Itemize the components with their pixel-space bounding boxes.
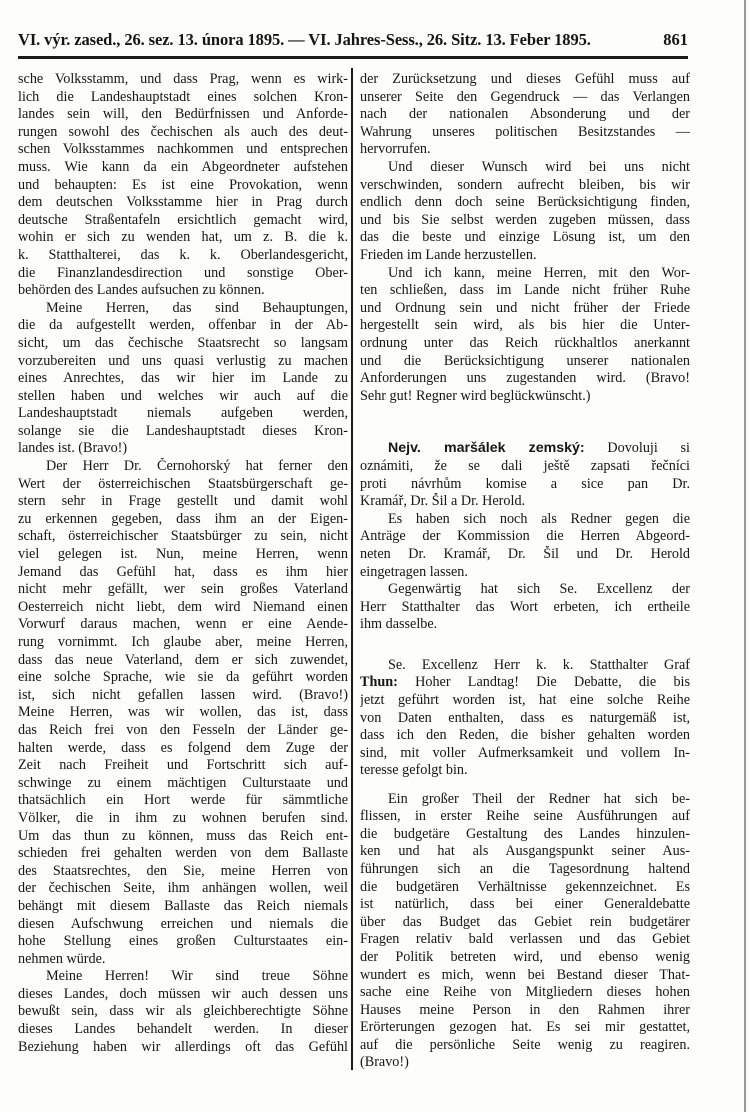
text-line: oznámiti, že se dali ještě zapsati řečníci xyxy=(360,458,690,475)
text-line: Und dieser Wunsch wird bei uns nicht xyxy=(388,158,690,175)
text-line: flissen, in erster Reihe seine Ausführungen auf xyxy=(360,808,690,825)
text-line: sind, mit voller Aufmerksamkeit und vollem In- xyxy=(360,744,690,761)
text-line: auf die persönliche Seite wenig zu reagiren. xyxy=(360,1036,690,1053)
text-line: neten Dr. Kramář, Dr. Šil und Dr. Herold xyxy=(360,546,690,563)
text-line: Wahrung unseres politischen Besitzstandes — xyxy=(360,123,690,140)
text-line: Meine Herren, das sind Behauptungen, xyxy=(46,299,348,316)
text-line: des Staatsrechtes, den Sie, meine Herren von xyxy=(18,862,348,879)
text-line: und bis Sie selbst werden zugeben müssen, dass xyxy=(360,211,690,228)
text-line: Beziehung haben wir allerdings oft das Gefühl xyxy=(18,1038,348,1055)
text-line: Hauses meine Person in den Rahmen ihrer xyxy=(360,1001,690,1018)
text-line: diesen Aufschwung erreichen und niemals die xyxy=(18,915,348,932)
text-line: Es haben sich noch als Redner gegen die xyxy=(388,510,690,527)
running-header xyxy=(18,30,688,52)
text-line: Der Herr Dr. Černohorský hat ferner den xyxy=(46,458,348,475)
text-line: dieses Landes behandelt werden. In dieser xyxy=(18,1021,348,1038)
text-line: und die Berücksichtigung unserer nationalen xyxy=(360,352,690,369)
text-line: Gegenwärtig hat sich Se. Excellenz der xyxy=(388,581,690,598)
text-line: Völker, die in ihm zu wohnen berufen sind. xyxy=(18,809,348,826)
text-line: verschwinden, sondern aufrecht bleiben, bis wir xyxy=(360,176,690,193)
text-line: ist, sich nicht gefallen lassen wird. (Bravo!) xyxy=(18,686,348,703)
text-line: führungen sich an die Tagesordnung haltend xyxy=(360,860,690,877)
paragraph xyxy=(360,581,690,634)
paragraph xyxy=(360,440,690,510)
text-line: Se. Excellenz Herr k. k. Statthalter Graf xyxy=(388,656,690,673)
paragraph xyxy=(18,458,348,968)
text-line: stellen haben und welches wir auch auf die xyxy=(18,387,348,404)
text-line: rung vornimmt. Ich glaube aber, meine Herren, xyxy=(18,634,348,650)
text-line: und Ordnung sein und nicht früher der Friede xyxy=(360,299,690,316)
page-number: 861 xyxy=(663,30,688,49)
text-line: eines Anrechtes, das wir hier im Lande zu xyxy=(18,370,348,387)
text-line: zu erkennen gegeben, dass ihm an der Eigen- xyxy=(18,510,348,527)
text-line: und behaupten: Es ist eine Provokation, wenn xyxy=(18,176,348,193)
text-line: das Reich frei von den Fesseln der Länder ge- xyxy=(18,721,348,738)
text-line: behängt mit diesem Ballaste das Reich niemals xyxy=(18,897,348,914)
text-line: von Daten enthalten, dass es naturgemäß ist, xyxy=(360,709,690,726)
text-line: sicht, um das čechische Staatsrecht so langsam xyxy=(18,334,348,351)
text-line: Vorwurf daraus machen, wenn er eine Aende- xyxy=(18,616,348,633)
text-line: proti návrhům komise a sice pan Dr. xyxy=(360,475,690,492)
text-line: Landeshauptstadt niemals aufgeben werden, xyxy=(18,405,348,422)
text-line: landes sein will, den Bedürfnissen und Anforde- xyxy=(18,106,348,123)
text-line: landes ist. (Bravo!) xyxy=(18,440,128,457)
running-title: VI. výr. zased., 26. sez. 13. února 1895. — VI. Jahres-Sess., 26. Sitz. 13. Feber 1895. xyxy=(18,30,591,49)
text-line: endlich denn doch seine Berücksichtigung finden, xyxy=(360,194,690,211)
paragraph xyxy=(360,159,690,265)
text-line: Anträge der Kommission die Herren Abgeord- xyxy=(360,528,690,545)
text-line: schieden frei gehalten werden von dem Ballaste xyxy=(18,845,348,862)
text-line: über das Budget das Gebiet rein budgetärer xyxy=(360,913,690,930)
text-line: nicht mehr gefällt, wer sein großes Vaterland xyxy=(18,581,348,598)
paragraph xyxy=(360,657,690,780)
text-segment: Dovoluji si xyxy=(584,440,690,457)
text-line: Frieden im Lande herzustellen. xyxy=(360,246,537,263)
paragraph xyxy=(18,968,348,1056)
text-line: wundert es mich, wenn bei Bestand dieser That- xyxy=(360,966,690,983)
column-divider xyxy=(351,68,353,1070)
left-column xyxy=(18,71,348,1056)
text-line: Wert der österreichischen Staatsbürgerschaft ge- xyxy=(18,475,348,492)
right-column xyxy=(360,71,690,1072)
text-line: dem deutschen Volksstamme hier in Prag durch xyxy=(18,194,348,211)
text-line: vorzubereiten und uns quasi verlustig zu machen xyxy=(18,352,348,369)
text-line: schaft, österreichischer Staatsbürger zu sein, nicht xyxy=(18,528,348,545)
text-line: k. Statthalterei, das k. k. Oberlandesgericht, xyxy=(18,246,348,263)
text-line: viel gelegen ist. Nun, meine Herren, wenn xyxy=(18,546,348,563)
text-line: Fragen relativ bald verlassen und das Gebiet xyxy=(360,931,690,948)
text-line: Herr Statthalter das Wort erbeten, ich ertheile xyxy=(360,598,690,615)
text-line: eingetragen lassen. xyxy=(360,563,468,580)
text-line: der čechischen Seite, ihm anhängen wollen, weil xyxy=(18,880,348,897)
text-line: ordnung unter das Reich rückhaltlos anerkannt xyxy=(360,334,690,351)
text-line: deutsche Straßentafeln ersichtlich gemacht wird, xyxy=(18,211,348,228)
text-line: die Finanzlandesdirection und sonstige Ober- xyxy=(18,264,348,281)
text-line: muss. Wie kann da ein Abgeordneter aufstehen xyxy=(18,158,348,175)
scan-edge xyxy=(744,0,746,1112)
text-line: sache eine Reihe von Mitgliedern dieses hohen xyxy=(360,984,690,1001)
text-line: dass ich den Reden, die bisher gehalten worden xyxy=(360,727,690,744)
text-line: Und ich kann, meine Herren, mit den Wor- xyxy=(388,264,690,281)
speaker-name: Thun: xyxy=(360,674,398,691)
text-line: solange sie die Landeshauptstadt dieses Kron- xyxy=(18,422,348,439)
text-line: stern sehr in Frage gestellt und damit wohl xyxy=(18,493,348,510)
text-line: unserer Seite den Gegendruck — das Verlangen xyxy=(360,88,690,105)
paragraph xyxy=(360,265,690,406)
text-line: hervorrufen. xyxy=(360,141,431,158)
text-line: hergestellt sein wird, als bis hier die Unter- xyxy=(360,317,690,334)
paragraph xyxy=(360,791,690,1073)
text-line: bewußt sein, dass wir als gleichberechtigte Söhne xyxy=(18,1003,348,1020)
text-line: behörden des Landes aufsuchen zu können. xyxy=(18,282,265,299)
paragraph xyxy=(18,71,348,300)
paragraph xyxy=(360,511,690,581)
text-line: ihm dasselbe. xyxy=(360,616,438,633)
text-line: Meine Herren! Wir sind treue Söhne xyxy=(46,968,348,985)
text-line: Ein großer Theil der Redner hat sich be- xyxy=(388,790,690,807)
text-line: hohe Stellung eines großen Culturstaates ein- xyxy=(18,933,348,950)
text-line: teresse gefolgt bin. xyxy=(360,762,468,779)
text-line: Um das thun zu können, muss das Reich ent- xyxy=(18,827,348,844)
text-line: ten schließen, dass im Lande nicht früher Ruhe xyxy=(360,282,690,299)
text-line: (Bravo!) xyxy=(360,1054,409,1071)
text-line xyxy=(360,674,690,692)
text-line: jetzt geführt worden ist, hat eine solche Reihe xyxy=(360,692,690,709)
text-line: ken und hat als Ausgangspunkt seiner Aus- xyxy=(360,843,690,860)
text-line: Anforderungen uns zugestanden wird. (Bravo! xyxy=(360,370,690,387)
text-line: schwinge zu einem mächtigen Culturstaate und xyxy=(18,774,348,791)
text-line: Oesterreich nicht liebt, dem wird Niemand einen xyxy=(18,598,348,615)
text-segment: Hoher Landtag! Die Debatte, die bis xyxy=(397,674,690,691)
text-line: der Politik betreten wird, und ebenso wenig xyxy=(360,948,690,965)
text-line xyxy=(360,440,690,458)
text-line: schen Volksstammes nachkommen und entsprechen xyxy=(18,141,348,158)
text-line: Zeit nach Freiheit und Fortschritt sich auf- xyxy=(18,757,348,774)
text-line: der Zurücksetzung und dieses Gefühl muss auf xyxy=(360,71,690,87)
paragraph xyxy=(360,71,690,159)
text-line: die budgetäre Gestaltung des Landes hinzulen- xyxy=(360,825,690,842)
text-line: Kramář, Dr. Šil a Dr. Herold. xyxy=(360,493,526,510)
text-line: nehmen würde. xyxy=(18,950,106,967)
text-line: nach der nationalen Absonderung und der xyxy=(360,106,690,123)
text-line: wohin er sich zu wenden hat, um z. B. die k. xyxy=(18,229,348,246)
text-line: lich die Landeshauptstadt eines solchen Kron- xyxy=(18,88,348,105)
speaker-name: Nejv. maršálek zemský: xyxy=(388,440,585,457)
text-line: Jemand das Gefühl hat, dass es ihm hier xyxy=(18,563,348,580)
text-line: die da aufgestellt werden, offenbar in der Ab- xyxy=(18,317,348,334)
text-line: sche Volksstamm, und dass Prag, wenn es wirk- xyxy=(18,71,348,87)
text-line: thatsächlich ein Hort werde für sämmtliche xyxy=(18,792,348,809)
text-line: ist natürlich, dass bei einer Generaldebatte xyxy=(360,896,690,913)
text-line: Meine Herren, was wir wollen, das ist, dass xyxy=(18,704,348,721)
text-line: die budgetären Verhältnisse gekennzeichnet. Es xyxy=(360,878,690,895)
text-line: Erörterungen gezogen hat. Es sei mir gestattet, xyxy=(360,1019,690,1036)
text-line: Sehr gut! Regner wird beglückwünscht.) xyxy=(360,387,591,404)
text-line: dieses Landes, doch müssen wir auch dessen uns xyxy=(18,985,348,1002)
header-rule xyxy=(18,56,688,59)
text-line: das die beste und einzige Lösung ist, um den xyxy=(360,229,690,246)
text-line: eine solche Sprache, wie sie da geführt worden xyxy=(18,669,348,686)
paragraph xyxy=(18,300,348,458)
text-line: dass das neue Vaterland, dem er sich zuwendet, xyxy=(18,651,348,668)
text-line: halten werde, dass es folgend dem Zuge der xyxy=(18,739,348,756)
text-line: rungen sowohl des čechischen als auch des deut- xyxy=(18,123,348,140)
